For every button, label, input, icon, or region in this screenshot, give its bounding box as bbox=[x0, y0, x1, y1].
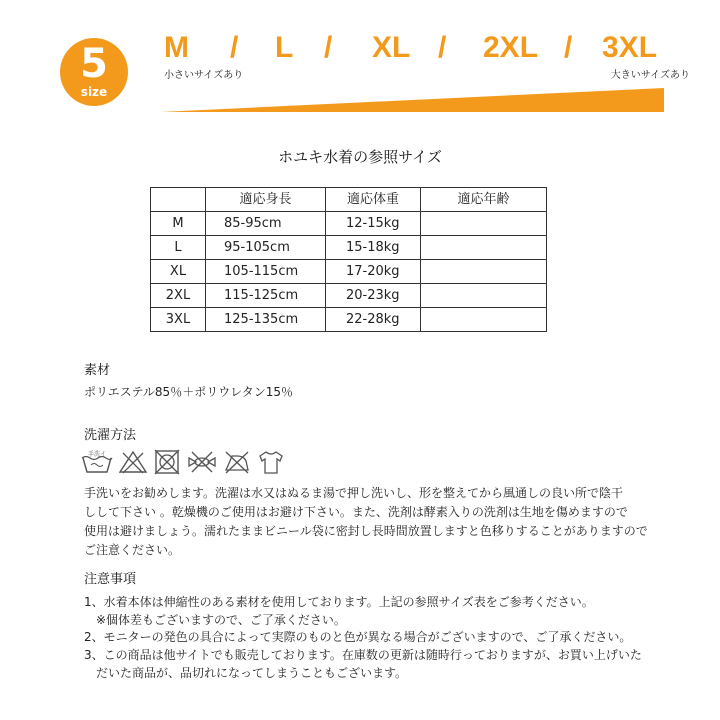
badge-unit: size bbox=[80, 85, 108, 99]
size-scale-wedge bbox=[160, 84, 670, 114]
notes-line-1: 1、水着本体は伸縮性のある素材を使用しております。上記の参照サイズ表をご参考ください。 bbox=[84, 595, 594, 609]
notes-line-4: 3、この商品は他サイトでも販売しております。在庫数の更新は随時行っておりますが、お買い上げいた bbox=[84, 648, 642, 662]
size-table bbox=[150, 187, 547, 332]
size-separator: / bbox=[230, 31, 239, 64]
no-bleach-icon bbox=[118, 449, 148, 475]
table-header-row bbox=[151, 188, 547, 212]
cell-height: 105-115cm bbox=[206, 260, 326, 284]
size-label-l: L bbox=[275, 31, 294, 64]
size-label-3xl: 3XL bbox=[602, 31, 658, 64]
size-scale bbox=[164, 30, 674, 66]
cell-weight: 22-28kg bbox=[326, 308, 421, 332]
no-wring-icon bbox=[186, 449, 218, 475]
cell-age bbox=[421, 260, 547, 284]
notes-line-5: だいた商品が、品切れになってしまうこともございます。 bbox=[84, 666, 408, 680]
size-count-badge bbox=[60, 38, 128, 106]
cell-weight: 20-23kg bbox=[326, 284, 421, 308]
hand-wash-label: 手洗イ bbox=[87, 451, 107, 458]
cell-size: XL bbox=[151, 260, 206, 284]
notes-line-3: 2、モニターの発色の具合によって実際のものと色が異なる場合がございますので、ご了承ください。 bbox=[84, 630, 632, 644]
badge-number: 5 bbox=[80, 41, 108, 87]
no-tumble-dry-icon bbox=[152, 449, 182, 475]
size-separator: / bbox=[564, 31, 573, 64]
washing-line-4: ご注意ください。 bbox=[84, 543, 181, 557]
table-row bbox=[151, 236, 547, 260]
header-size bbox=[151, 188, 206, 212]
cell-weight: 17-20kg bbox=[326, 260, 421, 284]
washing-heading: 洗濯方法 bbox=[84, 428, 137, 443]
washing-line-1: 手洗いをお勧めします。洗濯は水又はぬるま湯で押し洗いし、形を整えてから風通しの良い所で陰干 bbox=[84, 486, 624, 500]
size-label-2xl: 2XL bbox=[483, 31, 539, 64]
size-separator: / bbox=[324, 31, 333, 64]
cell-height: 85-95cm bbox=[206, 212, 326, 236]
cell-weight: 15-18kg bbox=[326, 236, 421, 260]
cell-size: L bbox=[151, 236, 206, 260]
washing-line-2: しして下さい 。乾燥機のご使用はお避け下さい。また、洗剤は酵素入りの洗剤は生地を傷めますので bbox=[84, 505, 628, 519]
hand-wash-icon bbox=[80, 449, 114, 475]
table-row bbox=[151, 284, 547, 308]
header-weight: 適応体重 bbox=[326, 188, 421, 212]
cell-age bbox=[421, 236, 547, 260]
small-size-note: 小さいサイズあり bbox=[164, 70, 244, 81]
cell-size: 3XL bbox=[151, 308, 206, 332]
cell-height: 125-135cm bbox=[206, 308, 326, 332]
cell-age bbox=[421, 308, 547, 332]
no-iron-icon bbox=[222, 449, 252, 475]
cell-age bbox=[421, 284, 547, 308]
table-row bbox=[151, 308, 547, 332]
notes-heading: 注意事項 bbox=[84, 572, 137, 587]
washing-line-3: 使用は避けましょう。濡れたままビニール袋に密封し長時間放置しますと色移りすることがありますので bbox=[84, 524, 648, 538]
header-age: 適応年齢 bbox=[421, 188, 547, 212]
cell-height: 95-105cm bbox=[206, 236, 326, 260]
care-icons bbox=[80, 449, 286, 475]
material-text: ポリエステル85％＋ポリウレタン15％ bbox=[84, 385, 293, 399]
large-size-note: 大きいサイズあり bbox=[610, 70, 690, 81]
size-table-title: ホユキ水着の参照サイズ bbox=[278, 148, 442, 166]
material-heading: 素材 bbox=[84, 363, 111, 378]
cell-weight: 12-15kg bbox=[326, 212, 421, 236]
line-dry-icon bbox=[256, 449, 286, 475]
table-row bbox=[151, 260, 547, 284]
size-separator: / bbox=[438, 31, 447, 64]
cell-age bbox=[421, 212, 547, 236]
header-height: 適応身長 bbox=[206, 188, 326, 212]
cell-size: 2XL bbox=[151, 284, 206, 308]
size-label-m: M bbox=[164, 31, 189, 64]
notes-line-2: ※個体差もございますので、ご了承ください。 bbox=[84, 613, 346, 627]
size-label-xl: XL bbox=[372, 31, 411, 64]
cell-height: 115-125cm bbox=[206, 284, 326, 308]
table-row bbox=[151, 212, 547, 236]
cell-size: M bbox=[151, 212, 206, 236]
